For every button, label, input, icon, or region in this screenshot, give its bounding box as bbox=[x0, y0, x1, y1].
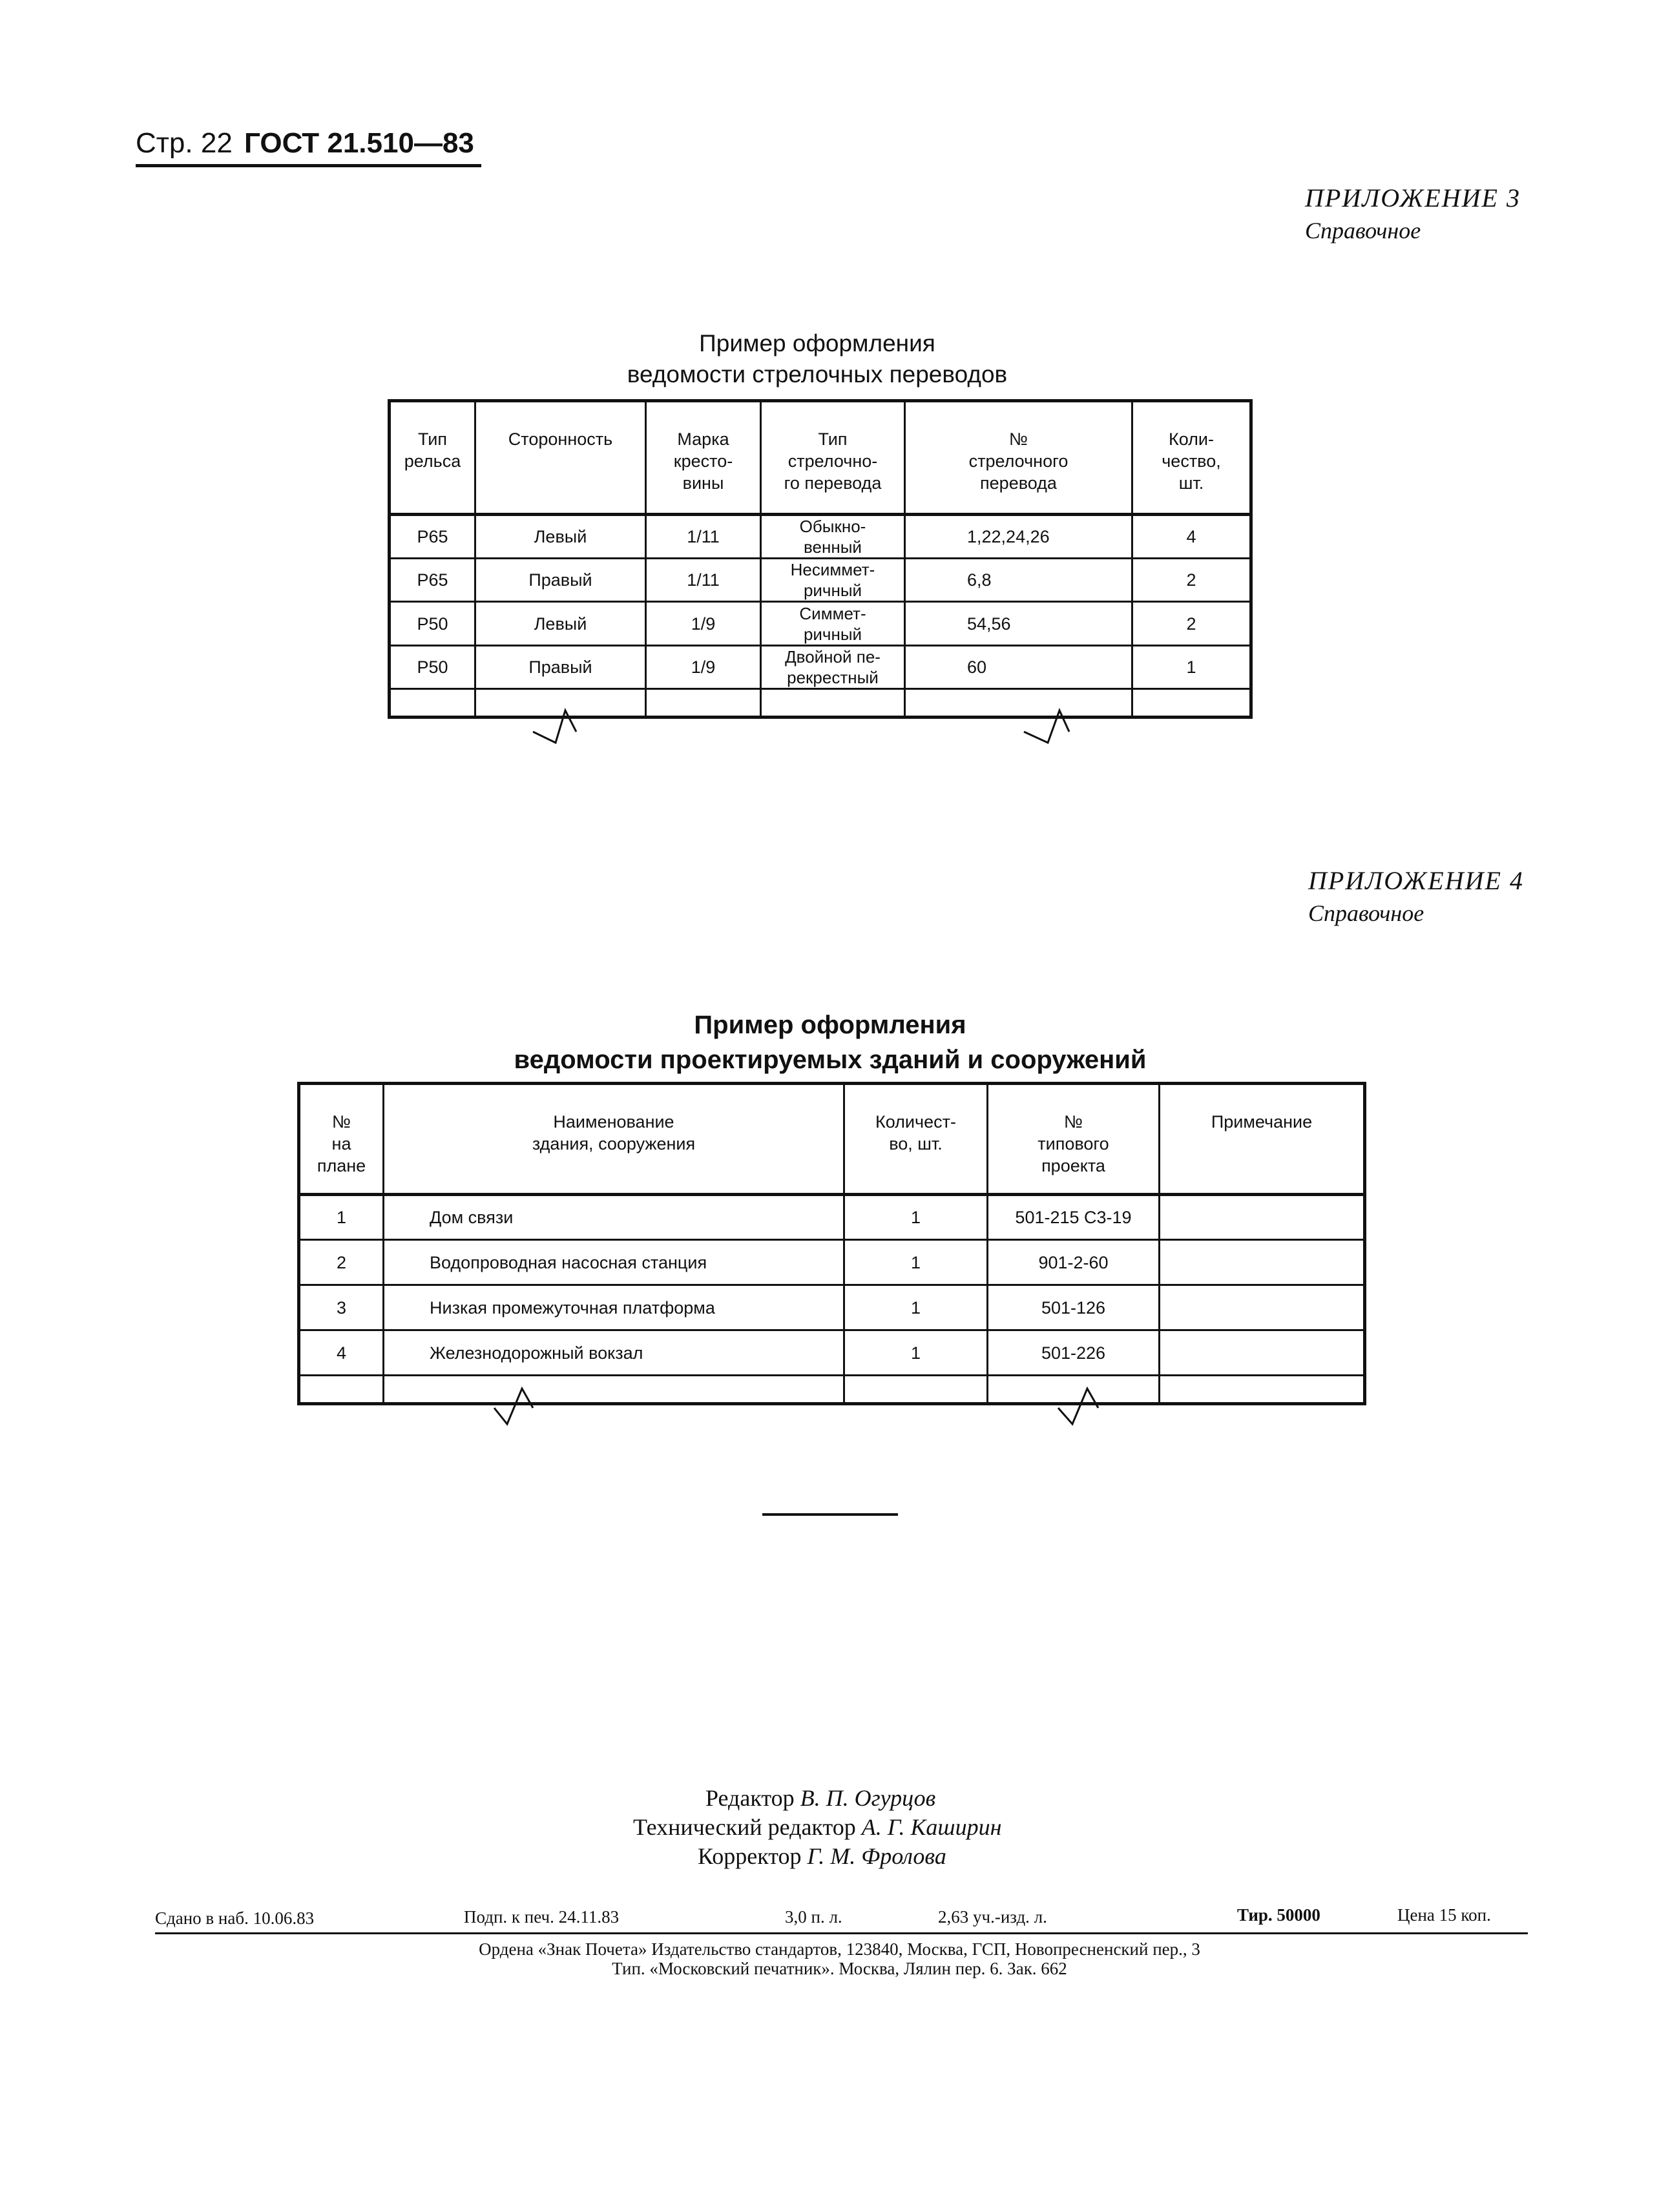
imprint-publisher: Ордена «Знак Почета» Издательство стандартов, 123840, Москва, ГСП, Новопресненский пер., 3 bbox=[479, 1939, 1200, 1959]
table-row bbox=[390, 515, 1251, 559]
empty-cell bbox=[761, 689, 905, 718]
cell-plan-number: 3 bbox=[299, 1285, 384, 1330]
cell-typical-project: 501-126 bbox=[988, 1285, 1160, 1330]
cell-quantity: 1 bbox=[844, 1240, 988, 1285]
cell-note bbox=[1160, 1330, 1365, 1376]
buildings-table bbox=[297, 1082, 1366, 1405]
page-number: Стр. 22 bbox=[136, 127, 233, 159]
line: Симмет- bbox=[799, 603, 866, 623]
cell-side: Правый bbox=[475, 559, 646, 602]
line: Двойной пе- bbox=[785, 647, 881, 667]
appendix-4-title: ПРИЛОЖЕНИЕ 4 bbox=[1308, 866, 1524, 895]
empty-cell bbox=[299, 1376, 384, 1404]
cell-note bbox=[1160, 1285, 1365, 1330]
line: венный bbox=[804, 537, 862, 557]
appendix-3-label bbox=[1305, 183, 1521, 244]
line: стрелочно- bbox=[787, 451, 878, 471]
line: Сторонность bbox=[508, 429, 613, 449]
table-2-title bbox=[297, 1008, 1363, 1077]
col-plan-number bbox=[299, 1084, 384, 1195]
cell-rail-type: Р50 bbox=[390, 646, 475, 689]
imprint-printer: Тип. «Московский печатник». Москва, Лялин пер. 6. Зак. 662 bbox=[612, 1959, 1067, 1978]
cell-quantity: 1 bbox=[844, 1330, 988, 1376]
cell-quantity: 2 bbox=[1132, 559, 1251, 602]
appendix-3-title: ПРИЛОЖЕНИЕ 3 bbox=[1305, 183, 1521, 212]
line: № bbox=[1064, 1112, 1083, 1132]
appendix-4-label bbox=[1308, 865, 1524, 927]
cell-frog-mark: 1/9 bbox=[646, 602, 761, 646]
col-building-name bbox=[384, 1084, 844, 1195]
appendix-4-subtitle: Справочное bbox=[1308, 900, 1424, 926]
cell-switch-number: 60 bbox=[905, 646, 1132, 689]
line: шт. bbox=[1178, 473, 1204, 493]
switches-table bbox=[388, 399, 1253, 719]
cell-building-name: Низкая промежуточная платформа bbox=[384, 1285, 844, 1330]
imprint-rule bbox=[155, 1932, 1528, 1934]
table-header-row bbox=[299, 1084, 1365, 1195]
cell-typical-project: 501-226 bbox=[988, 1330, 1160, 1376]
cell-quantity: 1 bbox=[1132, 646, 1251, 689]
table-row-continuation bbox=[299, 1376, 1365, 1404]
line: № bbox=[332, 1112, 351, 1132]
line: плане bbox=[317, 1156, 366, 1175]
cell-quantity: 2 bbox=[1132, 602, 1251, 646]
cell-side: Правый bbox=[475, 646, 646, 689]
table-row bbox=[299, 1195, 1365, 1240]
col-switch-type bbox=[761, 401, 905, 515]
cell-typical-project: 501-215 С3-19 bbox=[988, 1195, 1160, 1240]
cell-plan-number: 1 bbox=[299, 1195, 384, 1240]
cell-building-name: Железнодорожный вокзал bbox=[384, 1330, 844, 1376]
cell-building-name: Водопроводная насосная станция bbox=[384, 1240, 844, 1285]
table-row bbox=[390, 602, 1251, 646]
table-1-title-line-1: Пример оформления bbox=[699, 330, 935, 357]
cell-note bbox=[1160, 1240, 1365, 1285]
line: Марка bbox=[677, 429, 729, 449]
col-note bbox=[1160, 1084, 1365, 1195]
page-header bbox=[136, 123, 481, 167]
empty-cell bbox=[390, 689, 475, 718]
cell-switch-type bbox=[761, 646, 905, 689]
line: Обыкно- bbox=[799, 517, 866, 536]
cell-building-name: Дом связи bbox=[384, 1195, 844, 1240]
col-frog-mark bbox=[646, 401, 761, 515]
cell-quantity: 1 bbox=[844, 1195, 988, 1240]
cell-switch-number: 54,56 bbox=[905, 602, 1132, 646]
line: Примечание bbox=[1211, 1112, 1313, 1132]
table-1-title bbox=[388, 328, 1247, 390]
imprint-edition-sheets: 2,63 уч.-изд. л. bbox=[938, 1907, 1047, 1927]
credit-tech-editor bbox=[633, 1813, 1001, 1842]
line: перевода bbox=[980, 473, 1057, 493]
cell-note bbox=[1160, 1195, 1365, 1240]
credit-role: Технический редактор bbox=[633, 1814, 856, 1840]
line: типового bbox=[1038, 1134, 1109, 1153]
empty-cell bbox=[844, 1376, 988, 1404]
cell-frog-mark: 1/11 bbox=[646, 515, 761, 559]
credit-name: Г. М. Фролова bbox=[807, 1843, 946, 1869]
line: Количест- bbox=[875, 1112, 956, 1132]
table-2-title-line-2: ведомости проектируемых зданий и сооружений bbox=[514, 1046, 1147, 1074]
col-typical-project bbox=[988, 1084, 1160, 1195]
line: го перевода bbox=[784, 473, 882, 493]
imprint-sent: Сдано в наб. 10.06.83 bbox=[155, 1908, 315, 1928]
line: на bbox=[331, 1134, 351, 1153]
line: Коли- bbox=[1169, 429, 1214, 449]
line: чество, bbox=[1162, 451, 1221, 471]
cell-switch-number: 1,22,24,26 bbox=[905, 515, 1132, 559]
imprint-signed: Подп. к печ. 24.11.83 bbox=[464, 1907, 620, 1927]
col-quantity bbox=[1132, 401, 1251, 515]
table-row bbox=[390, 646, 1251, 689]
line: ричный bbox=[803, 581, 862, 600]
table-row bbox=[299, 1240, 1365, 1285]
line: здания, сооружения bbox=[532, 1134, 696, 1153]
line: Несиммет- bbox=[790, 560, 875, 579]
cell-quantity: 4 bbox=[1132, 515, 1251, 559]
line: № bbox=[1009, 429, 1028, 449]
credit-editor bbox=[705, 1784, 935, 1813]
table-2-title-line-1: Пример оформления bbox=[694, 1011, 966, 1039]
line: во, шт. bbox=[889, 1134, 943, 1153]
table-1-title-line-2: ведомости стрелочных переводов bbox=[627, 361, 1008, 388]
empty-cell bbox=[1132, 689, 1251, 718]
line: Тип bbox=[417, 429, 447, 449]
cell-quantity: 1 bbox=[844, 1285, 988, 1330]
cell-frog-mark: 1/9 bbox=[646, 646, 761, 689]
cell-frog-mark: 1/11 bbox=[646, 559, 761, 602]
line: проекта bbox=[1041, 1156, 1105, 1175]
cell-rail-type: Р50 bbox=[390, 602, 475, 646]
empty-cell bbox=[384, 1376, 844, 1404]
col-side bbox=[475, 401, 646, 515]
line: стрелочного bbox=[968, 451, 1069, 471]
cell-side: Левый bbox=[475, 515, 646, 559]
credit-name: В. П. Огурцов bbox=[800, 1785, 936, 1811]
cell-switch-number: 6,8 bbox=[905, 559, 1132, 602]
empty-cell bbox=[1160, 1376, 1365, 1404]
line: рельса bbox=[404, 451, 461, 471]
cell-plan-number: 2 bbox=[299, 1240, 384, 1285]
cell-typical-project: 901-2-60 bbox=[988, 1240, 1160, 1285]
imprint-price: Цена 15 коп. bbox=[1397, 1905, 1491, 1925]
cell-switch-type bbox=[761, 559, 905, 602]
col-rail-type bbox=[390, 401, 475, 515]
col-switch-number bbox=[905, 401, 1132, 515]
line: Наименование bbox=[553, 1112, 674, 1132]
line: Тип bbox=[818, 429, 848, 449]
empty-cell bbox=[475, 689, 646, 718]
line: рекрестный bbox=[787, 668, 879, 687]
table-header-row bbox=[390, 401, 1251, 515]
imprint-sheets: 3,0 п. л. bbox=[785, 1907, 842, 1927]
cell-rail-type: Р65 bbox=[390, 515, 475, 559]
col-quantity bbox=[844, 1084, 988, 1195]
standard-designation: ГОСТ 21.510—83 bbox=[244, 127, 474, 159]
table-row bbox=[299, 1330, 1365, 1376]
imprint-print-run: Тир. 50000 bbox=[1237, 1905, 1320, 1925]
line: кресто- bbox=[673, 451, 733, 471]
cell-switch-type bbox=[761, 515, 905, 559]
empty-cell bbox=[988, 1376, 1160, 1404]
credit-name: А. Г. Каширин bbox=[861, 1814, 1002, 1840]
table-row bbox=[390, 559, 1251, 602]
cell-side: Левый bbox=[475, 602, 646, 646]
cell-switch-type bbox=[761, 602, 905, 646]
table-row bbox=[299, 1285, 1365, 1330]
credit-corrector bbox=[698, 1842, 946, 1871]
line: ричный bbox=[803, 624, 862, 644]
empty-cell bbox=[646, 689, 761, 718]
cell-plan-number: 4 bbox=[299, 1330, 384, 1376]
credit-role: Корректор bbox=[698, 1843, 802, 1869]
appendix-3-subtitle: Справочное bbox=[1305, 218, 1421, 243]
line: вины bbox=[682, 473, 724, 493]
table-row-continuation bbox=[390, 689, 1251, 718]
credit-role: Редактор bbox=[705, 1785, 795, 1811]
empty-cell bbox=[905, 689, 1132, 718]
cell-rail-type: Р65 bbox=[390, 559, 475, 602]
